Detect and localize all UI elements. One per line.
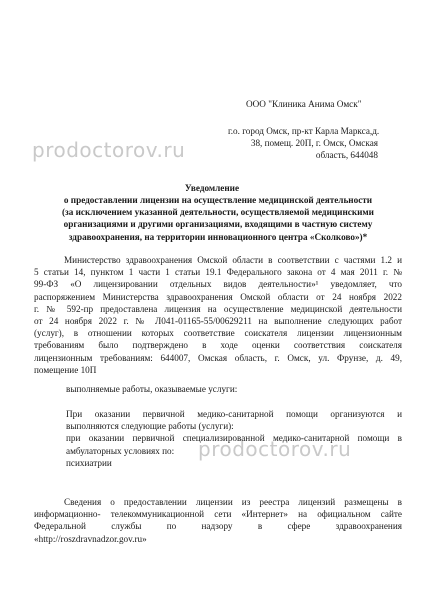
notification-paragraph <box>34 254 402 376</box>
works-label: выполняемые работы, оказываемые услуги: <box>66 384 238 394</box>
paragraph-line: Сведения о предоставлении лицензии из реестра лицензий размещены в <box>64 497 402 507</box>
document-subject <box>46 194 390 243</box>
services-list <box>66 408 402 469</box>
registry-paragraph <box>34 496 402 545</box>
paragraph-line: «http://roszdravnadzor.gov.ru» <box>34 533 147 544</box>
paragraph-line: требованиям было подтверждено в ходе оценки соответствия соискателя <box>34 340 402 351</box>
document-title: Уведомление <box>184 183 240 193</box>
paragraph-line: Федеральной службы по надзору в сфере здравоохранения <box>34 521 402 532</box>
subject-line: организациями и другими организациями, входящими в частную систему <box>63 219 373 230</box>
address-line: г.о. город Омск, пр-кт Карла Маркса,д. <box>228 126 380 136</box>
address-line: 38, помещ. 20П, г. Омск, Омская <box>250 138 378 148</box>
services-line: при оказании первичной специализированной медико-санитарной помощи в <box>66 433 402 444</box>
subject-line: (за исключением указанной деятельности, осуществляемой медицинскими <box>62 207 374 218</box>
paragraph-line: Министерство здравоохранения Омской области в соответствии с частями 1.2 и <box>64 255 402 265</box>
paragraph-line: помещение 10П <box>34 364 97 375</box>
paragraph-line: (услуг), в отношении которых соответствие соискателя лицензии лицензионным <box>34 328 402 339</box>
paragraph-line: лицензионным требованиям: 644007, Омская область, г. Омск, ул. Фрунзе, д. 49, <box>34 352 402 363</box>
subject-line: о предоставлении лицензии на осуществление медицинской деятельности <box>63 195 373 205</box>
paragraph-line: от 24 ноября 2022 г. № Л041-01165-55/00629211 на выполнение следующих работ <box>34 316 402 327</box>
paragraph-line: 5 статьи 14, пунктом 1 части 1 статьи 19.1 Федерального закона от 4 мая 2011 г. № <box>34 267 402 278</box>
subject-line: здравоохранения, на территории инновационного центра «Сколково»)* <box>68 231 368 242</box>
paragraph-line: г. № 592-пр предоставлена лицензия на осуществление медицинской деятельности <box>34 303 402 314</box>
paragraph-line: распоряжением Министерства здравоохранения Омской области от 24 ноября 2022 <box>34 291 402 302</box>
paragraph-line: 99-ФЗ «О лицензировании отдельных видов деятельности»¹ уведомляет, что <box>34 279 402 290</box>
services-line: психиатрии <box>66 457 112 468</box>
paragraph-line: информационно- телекоммуникационной сети «Интернет» на официальном сайте <box>34 509 402 520</box>
addressee: ООО "Клиника Анима Омск" <box>246 99 362 109</box>
watermark: prodoctorov.ru <box>32 138 186 162</box>
watermark: prodoctorov.ru <box>198 437 352 461</box>
addressee-address <box>228 125 378 161</box>
services-line: выполняются следующие работы (услуги): <box>66 421 234 432</box>
services-line: При оказании первичной медико-санитарной помощи организуются и <box>66 409 402 419</box>
services-line: амбулаторных условиях по: <box>66 445 175 456</box>
address-line: область, 644048 <box>315 150 378 160</box>
